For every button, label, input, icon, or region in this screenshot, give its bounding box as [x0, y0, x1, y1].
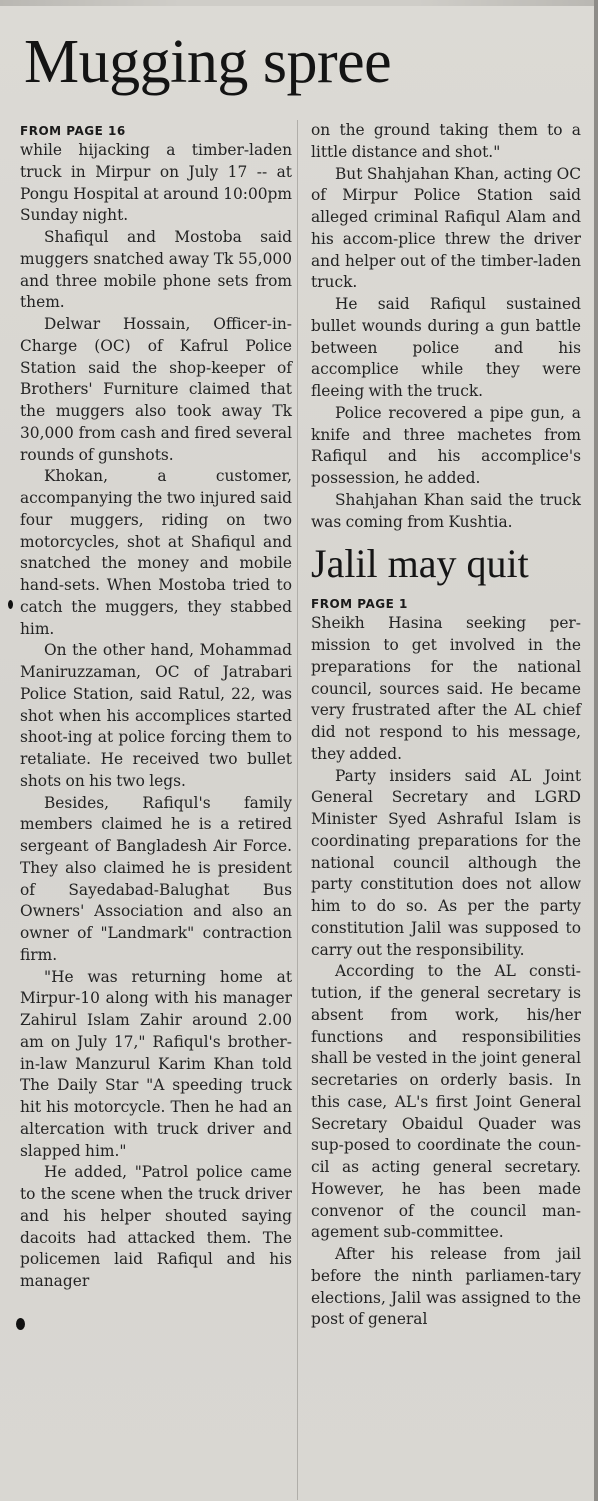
second-article-kicker: FROM PAGE 1 [311, 597, 408, 612]
ink-speck [8, 600, 13, 609]
article-paragraph: Police recovered a pipe gun, a knife and three machetes from Rafiqul and his accomplice's possession, he added. [311, 403, 581, 487]
second-article-paragraph: Sheikh Hasina seeking per-mission to get involved in the preparations for the national council, sources said. He became very frustrated after the AL chief did not respond to his message, they added. [311, 614, 581, 763]
column-divider [297, 120, 298, 1500]
article-paragraph: On the other hand, Mohammad Maniruzzaman, OC of Jatrabari Police Station, said Ratul, 22, was shot when his accomplices started shoot-ing at police forcing them to retaliate. He received two bullet shots on his two legs. [20, 641, 292, 790]
second-article-paragraph: Party insiders said AL Joint General Secretary and LGRD Minister Syed Ashraful Islam is coordinating preparations for the national council although the party constitution does not allow him to do so. As per the party constitution Jalil was supposed to carry out the responsibility. [311, 766, 581, 959]
article-paragraph: "He was returning home at Mirpur-10 along with his manager Zahirul Islam Zahir around 2.00 am on July 17," Rafiqul's brother-in-law Manzurul Karim Khan told The Daily Star "A speeding truck hit his motorcycle. Then he had an altercation with truck driver and slapped him." [20, 967, 292, 1160]
article-paragraph: Delwar Hossain, Officer-in-Charge (OC) of Kafrul Police Station said the shop-keeper of Brothers' Furniture claimed that the muggers also took away Tk 30,000 from cash and fired several rounds of gunshots. [20, 315, 292, 464]
ink-speck [16, 1318, 25, 1330]
article-paragraph: But Shahjahan Khan, acting OC of Mirpur Police Station said alleged criminal Rafiqul Alam and his accom-plice threw the driver and helper out of the timber-laden truck. [311, 164, 581, 292]
article-paragraph: Besides, Rafiqul's family members claimed he is a retired sergeant of Bangladesh Air Force. They also claimed he is president of Sayedabad-Balughat Bus Owners' Association and also an owner of "Landmark" contraction firm. [20, 793, 292, 964]
top-border [0, 0, 598, 6]
article-paragraph: Shafiqul and Mostoba said muggers snatched away Tk 55,000 and three mobile phone sets from them. [20, 228, 292, 312]
article-paragraph: He added, "Patrol police came to the scene when the truck driver and his helper shouted saying dacoits had attacked them. The policemen laid Rafiqul and his manager [20, 1163, 292, 1290]
right-column [311, 120, 581, 1331]
article-paragraph: He said Rafiqul sustained bullet wounds during a gun battle between police and his accomplice while they were fleeing with the truck. [311, 295, 581, 400]
article-paragraph: on the ground taking them to a little distance and shot." [311, 121, 581, 161]
article-kicker: FROM PAGE 16 [20, 124, 126, 138]
article-paragraph: while hijacking a timber-laden truck in Mirpur on July 17 -- at Pongu Hospital at around 10:00pm Sunday night. [20, 141, 292, 225]
left-column [20, 122, 292, 1293]
right-border [594, 0, 598, 1501]
second-article-paragraph: After his release from jail before the ninth parliamen-tary elections, Jalil was assigned to the post of general [311, 1245, 581, 1329]
second-article-paragraph: According to the AL consti-tution, if the general secretary is absent from work, his/her functions and responsibilities shall be vested in the joint general secretaries on orderly basis. In this case, AL's first Joint General Secretary Obaidul Quader was sup-posed to coordinate the coun-cil as acting general secretary. However, he has been made convenor of the council man-agement sub-committee. [311, 962, 581, 1242]
article-paragraph: Shahjahan Khan said the truck was coming from Kushtia. [311, 490, 581, 531]
article-paragraph: Khokan, a customer, accompanying the two injured said four muggers, riding on two motorcycles, shot at Shafiqul and snatched the money and mobile hand-sets. When Mostoba tried to catch the muggers, they stabbed him. [20, 467, 292, 638]
article-headline: Mugging spree [24, 28, 392, 96]
second-article-headline: Jalil may quit [311, 541, 529, 587]
